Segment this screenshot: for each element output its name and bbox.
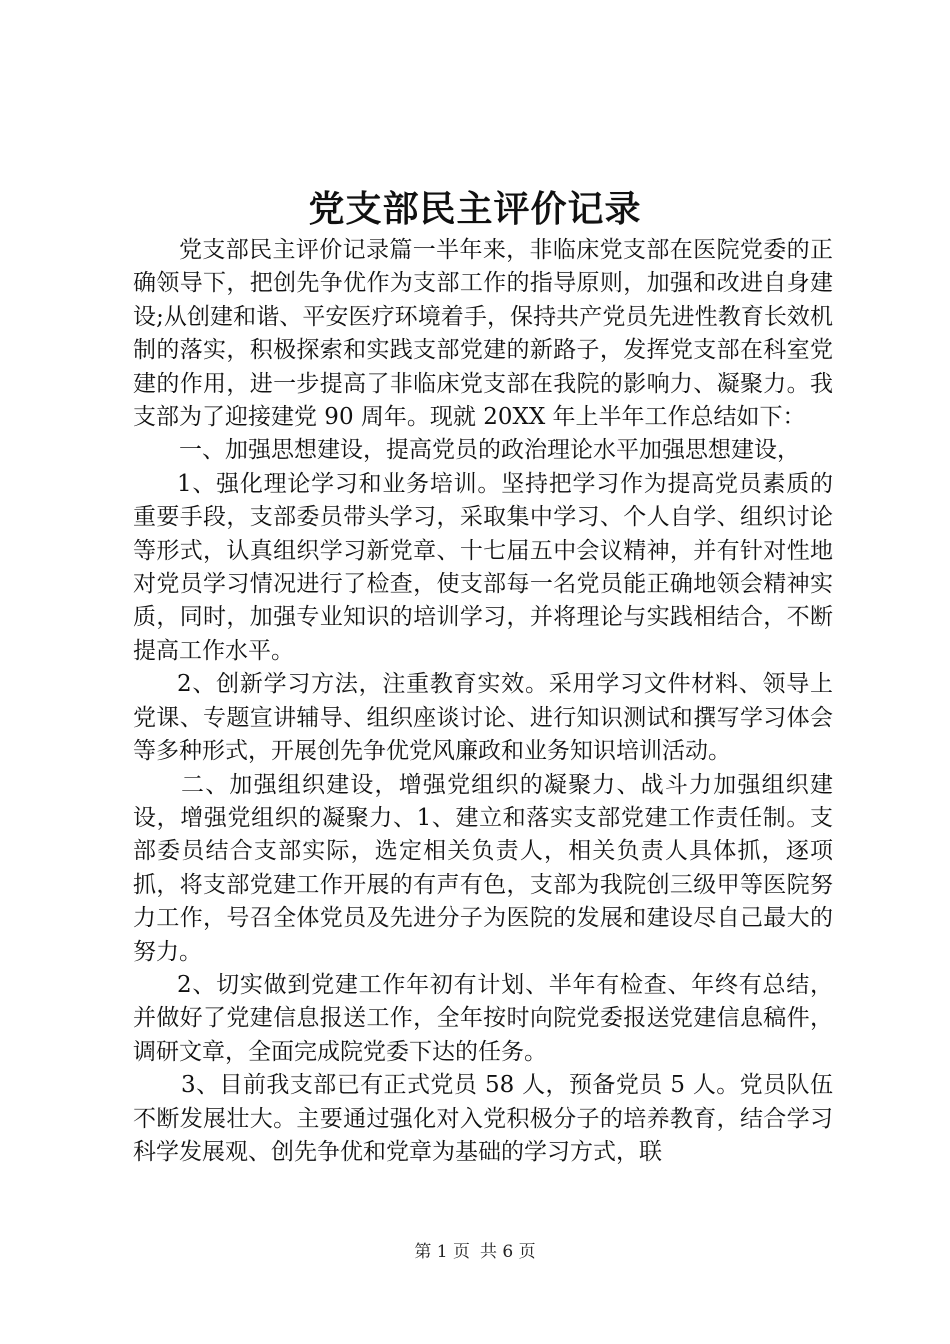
paragraph-section-two-item-3: 3、目前我支部已有正式党员 58 人，预备党员 5 人。党员队伍不断发展壮大。主要通过强化对入党积极分子的培养教育，结合学习科学发展观、创先争优和党章为基础的学习方式，联 [133,1072,833,1165]
page-total: 共 6 页 [480,1242,536,1262]
paragraph-section-two-item-2: 2、切实做到党建工作年初有计划、半年有检查、年终有总结，并做好了党建信息报送工作，全年按时向院党委报送党建信息稿件，调研文章，全面完成院党委下达的任务。 [133,971,833,1065]
page-footer [0,1240,950,1264]
paragraph-item-1: 1、强化理论学习和业务培训。坚持把学习作为提高党员素质的重要手段，支部委员带头学习，采取集中学习、个人自学、组织讨论等形式，认真组织学习新党章、十七届五中会议精神，并有针对性地对党员学习情况进行了检查，使支部每一名党员能正确地领会精神实质，同时，加强专业知识的培训学习，并将理论与实践相结合，不断提高工作水平。 [133,470,833,664]
page-number: 第 1 页 [414,1242,470,1262]
paragraph-intro: 党支部民主评价记录篇一半年来，非临床党支部在医院党委的正确领导下，把创先争优作为支部工作的指导原则，加强和改进自身建设;从创建和谐、平安医疗环境着手，保持共产党员先进性教育长效机制的落实，积极探索和实践支部党建的新路子，发挥党支部在科室党建的作用，进一步提高了非临床党支部在我院的影响力、凝聚力。我支部为了迎接建党 90 周年。现就 20XX 年上半年工作总结如下： [133,237,833,431]
document-body [133,234,833,1169]
paragraph-section-two: 二、加强组织建设，增强党组织的凝聚力、战斗力加强组织建设，增强党组织的凝聚力、1、建立和落实支部党建工作责任制。支部委员结合支部实际，选定相关负责人，相关负责人具体抓，逐项抓，将支部党建工作开展的有声有色，支部为我院创三级甲等医院努力工作，号召全体党员及先进分子为医院的发展和建设尽自己最大的努力。 [133,771,833,965]
document-title: 党支部民主评价记录 [308,188,642,230]
paragraph-item-2: 2、创新学习方法，注重教育实效。采用学习文件材料、领导上党课、专题宣讲辅导、组织座谈讨论、进行知识测试和撰写学习体会等多种形式，开展创先争优党风廉政和业务知识培训活动。 [133,671,833,765]
paragraph-section-one-heading: 一、加强思想建设，提高党员的政治理论水平加强思想建设， [179,437,800,464]
